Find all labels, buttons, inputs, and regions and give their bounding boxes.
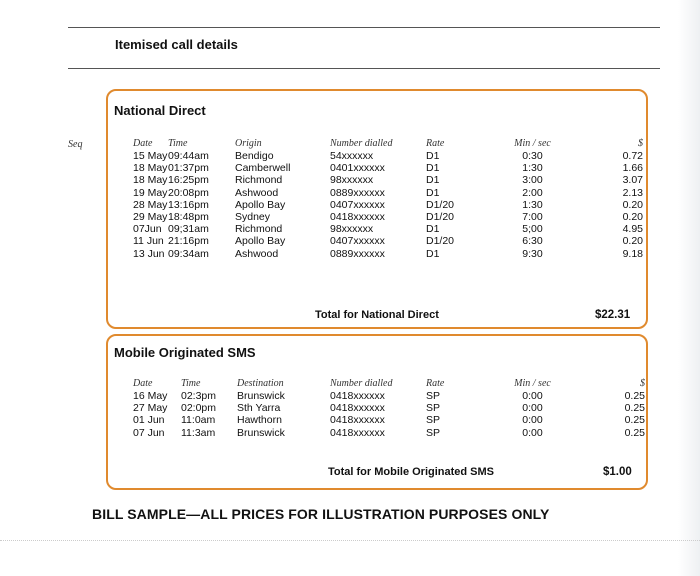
- col-rate: Rate: [426, 377, 445, 389]
- cell-number: 0418xxxxxx: [330, 414, 385, 427]
- cell-minsec: 0:00: [522, 414, 543, 427]
- cell-destination: Brunswick: [237, 390, 285, 402]
- cell-minsec: 6:30: [522, 235, 543, 248]
- cell-number: 0407xxxxxx: [330, 198, 385, 211]
- cell-origin: Apollo Bay: [235, 235, 286, 248]
- bill-sample-disclaimer: BILL SAMPLE—ALL PRICES FOR ILLUSTRATION PURPOSES ONLY: [92, 506, 550, 522]
- cell-amount: 9.18: [622, 247, 643, 260]
- cell-number: 0407xxxxxx: [330, 235, 385, 248]
- cell-amount: 4.95: [622, 223, 643, 236]
- cell-rate: SP: [426, 426, 441, 439]
- cell-rate: D1: [426, 247, 440, 260]
- cell-amount: 2.13: [622, 186, 643, 199]
- cell-origin: Ashwood: [235, 247, 279, 260]
- cell-rate: D1: [426, 223, 440, 236]
- cell-amount: 0.20: [622, 198, 643, 211]
- national-direct-title: National Direct: [114, 103, 206, 118]
- cell-origin: Camberwell: [235, 162, 291, 175]
- page-edge-shadow: [678, 0, 700, 576]
- cell-date: 16 May: [133, 390, 168, 402]
- cell-rate: D1: [426, 162, 440, 175]
- cell-amount: 3.07: [622, 174, 643, 187]
- cell-date: 28 May: [133, 198, 168, 211]
- table-row: [133, 248, 643, 260]
- cell-origin: Sydney: [235, 211, 271, 224]
- cell-rate: D1: [426, 150, 440, 162]
- table-row: [133, 199, 643, 211]
- cell-number: 0418xxxxxx: [330, 402, 385, 415]
- cell-time: 18:48pm: [168, 211, 209, 224]
- col-time: Time: [181, 377, 201, 389]
- cell-number: 0418xxxxxx: [330, 426, 385, 439]
- cell-amount: 0.20: [622, 235, 643, 248]
- cell-date: 11 Jun: [133, 235, 164, 248]
- national-direct-total-label: Total for National Direct: [315, 309, 439, 321]
- table-row: [133, 427, 645, 439]
- table-row: [133, 402, 645, 414]
- cell-time: 09:34am: [168, 247, 209, 260]
- cell-rate: D1/20: [426, 198, 455, 211]
- cell-date: 07Jun: [133, 223, 162, 236]
- cell-origin: Richmond: [235, 223, 283, 236]
- cell-amount: 0.25: [624, 390, 645, 402]
- col-amount: $: [638, 137, 643, 149]
- seq-label: Seq: [68, 139, 83, 150]
- col-minsec: Min / sec: [514, 377, 551, 389]
- table-row: [133, 414, 645, 426]
- col-date: Date: [133, 377, 153, 389]
- national-direct-total-value: $22.31: [595, 309, 631, 321]
- cell-minsec: 0:00: [522, 390, 543, 402]
- table-row: [133, 150, 643, 162]
- table-header-row: [133, 376, 645, 390]
- col-rate: Rate: [426, 137, 445, 149]
- cell-number: 0889xxxxxx: [330, 247, 385, 260]
- cell-minsec: 0:00: [522, 402, 543, 415]
- cell-time: 09:44am: [168, 150, 209, 162]
- table-header-row: [133, 136, 643, 150]
- mobile-sms-title: Mobile Originated SMS: [114, 345, 256, 360]
- table-row: [133, 174, 643, 186]
- col-number: Number dialled: [330, 137, 393, 149]
- cell-time: 11:0am: [181, 414, 216, 427]
- cell-date: 18 May: [133, 162, 168, 175]
- cell-number: 0418xxxxxx: [330, 390, 385, 402]
- cell-time: 13:16pm: [168, 198, 209, 211]
- cell-time: 01:37pm: [168, 162, 209, 175]
- cell-origin: Bendigo: [235, 150, 274, 162]
- col-amount: $: [640, 377, 645, 389]
- cell-amount: 0.25: [624, 426, 645, 439]
- table-row: [133, 390, 645, 402]
- top-divider: [68, 27, 660, 28]
- cell-rate: D1/20: [426, 235, 455, 248]
- cell-rate: SP: [426, 414, 441, 427]
- cell-number: 0889xxxxxx: [330, 186, 385, 199]
- cell-date: 27 May: [133, 402, 168, 415]
- cell-time: 09;31am: [168, 223, 209, 236]
- table-row: [133, 187, 643, 199]
- cell-minsec: 2:00: [522, 186, 543, 199]
- cell-origin: Ashwood: [235, 186, 279, 199]
- table-row: [133, 223, 643, 235]
- page-title: Itemised call details: [115, 37, 238, 52]
- cell-time: 02:3pm: [181, 390, 217, 402]
- cell-time: 11:3am: [181, 426, 216, 439]
- cell-minsec: 1:30: [522, 198, 543, 211]
- page-bottom-dotted-line: [0, 540, 700, 541]
- mobile-sms-total-value: $1.00: [603, 466, 632, 478]
- cell-destination: Brunswick: [237, 426, 285, 439]
- cell-origin: Apollo Bay: [235, 198, 286, 211]
- cell-minsec: 0:00: [522, 426, 543, 439]
- cell-rate: SP: [426, 402, 441, 415]
- cell-time: 21:16pm: [168, 235, 209, 248]
- col-minsec: Min / sec: [514, 137, 551, 149]
- cell-date: 07 Jun: [133, 426, 165, 439]
- cell-destination: Hawthorn: [237, 414, 282, 427]
- table-row: [133, 235, 643, 247]
- header-divider: [68, 68, 660, 69]
- cell-amount: 0.25: [624, 402, 645, 415]
- mobile-sms-table: [133, 376, 645, 439]
- cell-date: 29 May: [133, 211, 168, 224]
- col-origin: Origin: [235, 137, 262, 149]
- cell-rate: D1: [426, 174, 440, 187]
- cell-minsec: 3:00: [522, 174, 543, 187]
- mobile-sms-total-label: Total for Mobile Originated SMS: [328, 466, 495, 478]
- cell-time: 16:25pm: [168, 174, 209, 187]
- cell-minsec: 9:30: [522, 247, 543, 260]
- cell-rate: SP: [426, 390, 441, 402]
- table-row: [133, 211, 643, 223]
- col-time: Time: [168, 137, 188, 149]
- cell-number: 0418xxxxxx: [330, 211, 385, 224]
- cell-rate: D1/20: [426, 211, 455, 224]
- cell-destination: Sth Yarra: [237, 402, 281, 415]
- cell-date: 13 Jun: [133, 247, 165, 260]
- cell-number: 0401xxxxxx: [330, 162, 385, 175]
- col-destination: Destination: [237, 377, 284, 389]
- cell-number: 98xxxxxx: [330, 174, 374, 187]
- cell-date: 19 May: [133, 186, 168, 199]
- cell-amount: 0.20: [622, 211, 643, 224]
- cell-number: 54xxxxxx: [330, 150, 374, 162]
- cell-minsec: 5;00: [522, 223, 543, 236]
- cell-time: 20:08pm: [168, 186, 209, 199]
- cell-origin: Richmond: [235, 174, 283, 187]
- col-number: Number dialled: [330, 377, 393, 389]
- cell-rate: D1: [426, 186, 440, 199]
- national-direct-table: [133, 136, 643, 260]
- cell-amount: 1.66: [622, 162, 643, 175]
- cell-number: 98xxxxxx: [330, 223, 374, 236]
- cell-minsec: 0:30: [522, 150, 543, 162]
- table-row: [133, 162, 643, 174]
- cell-minsec: 7:00: [522, 211, 543, 224]
- cell-amount: 0.25: [624, 414, 645, 427]
- cell-date: 15 May: [133, 150, 168, 162]
- cell-date: 01 Jun: [133, 414, 165, 427]
- cell-amount: 0.72: [622, 150, 643, 162]
- cell-time: 02:0pm: [181, 402, 217, 415]
- cell-minsec: 1:30: [522, 162, 543, 175]
- col-date: Date: [133, 137, 153, 149]
- cell-date: 18 May: [133, 174, 168, 187]
